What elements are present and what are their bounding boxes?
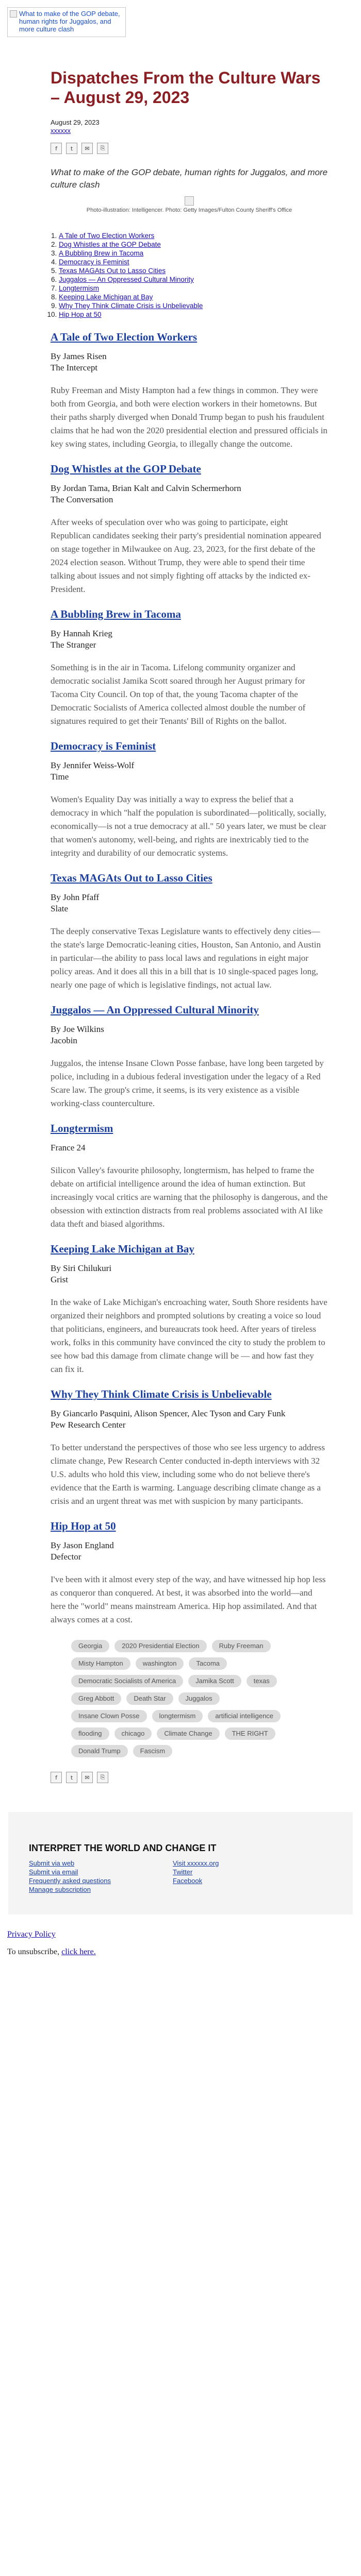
footer-link-submit-web[interactable]: Submit via web <box>29 1859 75 1867</box>
article-body: The deeply conservative Texas Legislature wants to effectively deny cities—the state's large Democratic-leaning cities, Houston, San Antonio, and Austin in particular—the ability to pass local laws and regulations in eight major policy areas. And it does all this in a bill that is 10 single-spaced pages long, nearly one page of which is legislative findings, not actual law. <box>51 926 321 990</box>
footer-link-faq[interactable]: Frequently asked questions <box>29 1877 111 1885</box>
article-election-workers <box>51 330 328 451</box>
article-gop-debate <box>51 462 328 596</box>
article-title[interactable]: Hip Hop at 50 <box>51 1520 116 1532</box>
article-byline: By Jennifer Weiss-Wolf <box>51 760 135 770</box>
share-link-icon[interactable]: ⎘ <box>97 143 108 154</box>
tag[interactable]: Democratic Socialists of America <box>71 1675 183 1687</box>
tag[interactable]: flooding <box>71 1727 109 1740</box>
content-card <box>8 46 353 1799</box>
article-body: Silicon Valley's favourite philosophy, longtermism, has helped to frame the debate on artificial intelligence around the idea of human extinction. But increasingly vocal critics are warning that the philosophy is dangerous, and the obsession with extinction distracts from real problems associated with AI like data theft and biased algorithms. <box>51 1165 328 1229</box>
article-title[interactable]: A Bubbling Brew in Tacoma <box>51 608 181 620</box>
footer-link-submit-email[interactable]: Submit via email <box>29 1868 78 1876</box>
tag[interactable]: Ruby Freeman <box>212 1640 271 1652</box>
article-title[interactable]: Why They Think Climate Crisis is Unbelievable <box>51 1388 272 1400</box>
tag[interactable]: Fascism <box>133 1745 172 1757</box>
tag[interactable]: Insane Clown Posse <box>71 1710 147 1722</box>
share-facebook-icon[interactable]: f <box>51 1772 62 1783</box>
toc-item <box>59 310 328 319</box>
article-byline: By Hannah Krieg <box>51 629 112 638</box>
article-title[interactable]: Juggalos — An Oppressed Cultural Minority <box>51 1004 259 1016</box>
author-link[interactable]: xxxxxx <box>51 127 71 134</box>
toc-link[interactable]: A Tale of Two Election Workers <box>59 232 155 240</box>
article-byline: By James Risen <box>51 351 107 361</box>
subtitle: What to make of the GOP debate, human rights for Juggalos, and more culture clash <box>51 167 328 190</box>
article-body: Something is in the air in Tacoma. Lifelong community organizer and democratic socialist Jamika Scott soared through her August primary for Tacoma City Council. On top of that, the young Tacoma chapter of the Democratic Socialists of America collected almost double the number of signatures required to get their Tenants' Bill of Rights on the ballot. <box>51 663 306 726</box>
article-juggalos <box>51 1003 328 1110</box>
article-title[interactable]: A Tale of Two Election Workers <box>51 331 198 343</box>
article-body: Women's Equality Day was initially a way to express the belief that a democracy in which "half the population is subordinated—politically, socially, economically—is not a true democracy at all." 50 years later, we must be clear that women's autonomy, well-being, and rights are inextricably tied to the integrity and durability of our democratic systems. <box>51 794 326 858</box>
article-title[interactable]: Longtermism <box>51 1122 113 1134</box>
footer-link-twitter[interactable]: Twitter <box>172 1868 193 1876</box>
tag[interactable]: longtermism <box>152 1710 203 1722</box>
newsletter-page <box>0 7 361 1957</box>
article-byline: By Joe Wilkins <box>51 1024 104 1034</box>
toc-item <box>59 293 328 301</box>
article-source: Slate <box>51 904 68 913</box>
article-tacoma <box>51 607 328 728</box>
article-source: The Intercept <box>51 363 98 372</box>
article-source: France 24 <box>51 1143 86 1153</box>
footer-col-right <box>173 1859 219 1894</box>
share-email-icon[interactable]: ✉ <box>81 1772 93 1783</box>
tag-list <box>71 1640 288 1757</box>
broken-image-icon <box>10 10 17 18</box>
tag[interactable]: Donald Trump <box>71 1745 128 1757</box>
toc-link[interactable]: Longtermism <box>59 284 100 292</box>
article-byline: By Giancarlo Pasquini, Alison Spencer, Alec Tyson and Cary Funk <box>51 1409 286 1418</box>
header-image <box>7 7 126 37</box>
unsubscribe-text: To unsubscribe, <box>7 1947 60 1956</box>
share-twitter-icon[interactable]: t <box>66 1772 77 1783</box>
unsubscribe-line <box>7 1947 361 1957</box>
article-source: Jacobin <box>51 1036 77 1045</box>
toc-link[interactable]: Why They Think Climate Crisis is Unbelievable <box>59 302 203 310</box>
article-source: The Conversation <box>51 495 113 504</box>
article-source: Grist <box>51 1275 68 1284</box>
hero-image <box>51 196 328 214</box>
tag[interactable]: chicago <box>114 1727 152 1740</box>
article-hip-hop <box>51 1519 328 1626</box>
article-byline: By Jordan Tama, Brian Kalt and Calvin Schermerhorn <box>51 483 241 493</box>
article-texas <box>51 871 328 992</box>
article-body: In the wake of Lake Michigan's encroaching water, South Shore residents have organized their neighbors and prompted solutions by creating a voice so loud that politicians, engineers, and bureaucrats took heed. After years of tireless work, folks in this community have convinced the city to study the problem to see how bad this damage from climate change will be — and how fast they can fix it. <box>51 1297 327 1374</box>
article-body: To better understand the perspectives of those who see less urgency to address climate change, Pew Research Center conducted in-depth interviews with 32 U.S. adults who hold this view, including some who do not believe there's evidence that the Earth is warming. Language describing climate change as a crisis and an urgent threat was met with suspicion by many participants. <box>51 1443 325 1506</box>
article-body: I've been with it almost every step of the way, and have witnessed hip hop less as conqueror than conquered. At best, it was absorbed into the world—and here the "world" means mainstream America. Hip hop assimilated. And that always comes at a cost. <box>51 1574 326 1624</box>
toc-item <box>59 249 328 258</box>
tag[interactable]: THE RIGHT <box>225 1727 275 1740</box>
article-body: After weeks of speculation over who was going to participate, eight Republican candidates seeking their party's presidential nomination appeared on stage together in Milwaukee on Aug. 23, 2023, for the first debate of the 2024 election season. Without Trump, they were able to spend their time talking about issues and not simply fighting off attacks by the indicted ex-President. <box>51 517 321 594</box>
page-title: Dispatches From the Culture Wars – August 29, 2023 <box>51 69 321 107</box>
footer-heading: INTERPRET THE WORLD AND CHANGE IT <box>29 1843 217 1853</box>
toc-item <box>59 231 328 240</box>
article-longtermism <box>51 1122 328 1231</box>
publish-date: August 29, 2023 <box>51 118 100 126</box>
tag[interactable]: Juggalos <box>178 1692 220 1705</box>
toc-link[interactable]: A Bubbling Brew in Tacoma <box>59 249 144 257</box>
article-climate-crisis <box>51 1387 328 1508</box>
article-democracy-feminist <box>51 739 328 860</box>
article-lake-michigan <box>51 1242 328 1376</box>
article-body: Juggalos, the intense Insane Clown Posse fanbase, have long been targeted by police, including in a dubious federal investigation under the legacy of a Red Scare law. The group's crime, it seems, is its very existence as a visible working-class counterculture. <box>51 1058 324 1108</box>
toc-link[interactable]: Hip Hop at 50 <box>59 311 102 318</box>
tag[interactable]: 2020 Presidential Election <box>114 1640 206 1652</box>
toc-item <box>59 301 328 310</box>
tag[interactable]: washington <box>136 1657 184 1670</box>
tag[interactable]: Climate Change <box>157 1727 219 1740</box>
footer <box>8 1812 353 1914</box>
article-title[interactable]: Keeping Lake Michigan at Bay <box>51 1243 194 1255</box>
share-row-bottom <box>51 1772 328 1783</box>
footer-link-visit-site[interactable]: Visit xxxxxx.org <box>172 1859 219 1867</box>
tag[interactable]: Georgia <box>71 1640 109 1652</box>
toc-item <box>59 258 328 266</box>
tag[interactable]: Misty Hampton <box>71 1657 130 1670</box>
privacy-policy-link[interactable]: Privacy Policy <box>7 1930 56 1939</box>
toc-item <box>59 266 328 275</box>
share-email-icon[interactable]: ✉ <box>81 143 93 154</box>
toc-link[interactable]: Juggalos — An Oppressed Cultural Minority <box>59 276 194 283</box>
tag[interactable]: Greg Abbott <box>71 1692 121 1705</box>
article-byline: By Jason England <box>51 1540 114 1550</box>
article-body: Ruby Freeman and Misty Hampton had a few things in common. They were both from Georgia, and both were election workers in their hometowns. But their paths sharply diverged when Donald Trump began to push his fraudulent claims that he had won the 2020 presidential election and pressured officials in key swing states, including Georgia, to illegally change the outcome. <box>51 385 327 449</box>
footer-col-left <box>29 1859 111 1894</box>
toc-link[interactable]: Democracy is Feminist <box>59 258 129 266</box>
article-byline: By John Pfaff <box>51 892 100 902</box>
footer-link-manage-subscription[interactable]: Manage subscription <box>29 1886 91 1893</box>
toc-link[interactable]: Keeping Lake Michigan at Bay <box>59 293 153 301</box>
article-title[interactable]: Democracy is Feminist <box>51 740 156 752</box>
article-title[interactable]: Dog Whistles at the GOP Debate <box>51 463 201 475</box>
toc-link[interactable]: Dog Whistles at the GOP Debate <box>59 241 161 248</box>
hero-caption: Photo-illustration: Intelligencer. Photo: Getty Images/Fulton County Sheriff's Office <box>86 207 292 213</box>
tag[interactable]: artificial intelligence <box>208 1710 281 1722</box>
article-source: The Stranger <box>51 640 96 650</box>
article-byline: By Siri Chilukuri <box>51 1263 112 1273</box>
footer-columns <box>29 1859 332 1894</box>
header-image-alt-text: What to make of the GOP debate, human rights for Juggalos, and more culture clash <box>19 10 120 33</box>
toc-item <box>59 275 328 284</box>
hero-image-placeholder-icon <box>185 196 194 206</box>
footer-link-facebook[interactable]: Facebook <box>172 1877 203 1885</box>
share-link-icon[interactable]: ⎘ <box>97 1772 108 1783</box>
article-source: Pew Research Center <box>51 1420 126 1430</box>
table-of-contents <box>51 231 328 319</box>
unsubscribe-link[interactable]: click here. <box>61 1947 96 1956</box>
share-row-top <box>51 143 328 154</box>
article-source: Time <box>51 772 69 782</box>
toc-item <box>59 284 328 293</box>
tag[interactable]: Tacoma <box>189 1657 227 1670</box>
article-source: Defector <box>51 1552 81 1562</box>
article-title[interactable]: Texas MAGAts Out to Lasso Cities <box>51 872 212 884</box>
share-facebook-icon[interactable]: f <box>51 143 62 154</box>
tag[interactable]: texas <box>247 1675 277 1687</box>
share-twitter-icon[interactable]: t <box>66 143 77 154</box>
tag[interactable]: Death Star <box>126 1692 173 1705</box>
toc-item <box>59 240 328 249</box>
toc-link[interactable]: Texas MAGAts Out to Lasso Cities <box>59 267 166 275</box>
tag[interactable]: Jamika Scott <box>188 1675 241 1687</box>
